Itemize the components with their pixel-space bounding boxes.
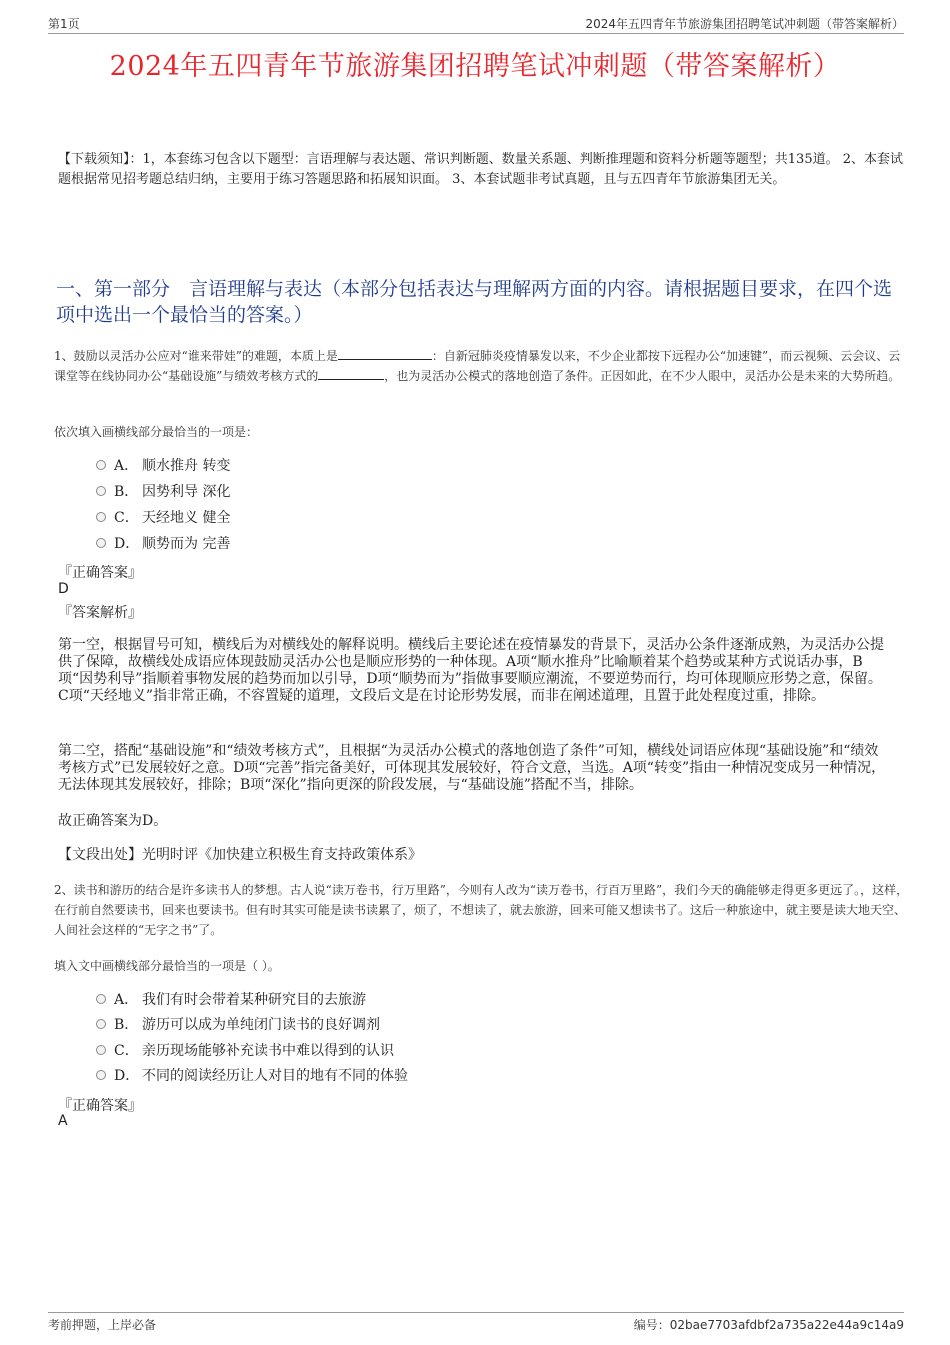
- radio-icon[interactable]: [96, 1045, 106, 1055]
- question-2-option-d[interactable]: D． 不同的阅读经历让人对目的地有不同的体验: [96, 1066, 408, 1086]
- correct-answer-1: D: [58, 581, 69, 597]
- page-footer: [48, 1312, 904, 1336]
- analysis-paragraph-2: 第二空，搭配“基础设施”和“绩效考核方式”，且根据“为灵活办公模式的落地创造了条件”可知，横线处词语应体现“基础设施”和“绩效考核方式”已发展较好之意。D项“完善”指完备美好，可体现其发展较好，符合文意，当选。A项“转变”指由一种情况变成另一种情况，无法体现其发展较好，排除；B项“深化”指向更深的阶段发展，与“基础设施”搭配不当，排除。: [58, 743, 886, 793]
- correct-answer-2: A: [58, 1113, 68, 1129]
- radio-icon[interactable]: [96, 460, 106, 470]
- question-2-option-a[interactable]: A． 我们有时会带着某种研究目的去旅游: [96, 990, 366, 1010]
- page-header: [48, 15, 904, 34]
- fill-blank-1: [338, 346, 432, 360]
- analysis-paragraph-1: 第一空，根据冒号可知，横线后为对横线处的解释说明。横线后主要论述在疫情暴发的背景下，灵活办公条件逐渐成熟，为灵活办公提供了保障，故横线处成语应体现鼓励灵活办公也是顺应形势的一种体现。A项“顺水推舟”比喻顺着某个趋势或某种方式说话办事，B项“因势利导”指顺着事物发展的趋势而加以引导，D项“顺势而为”指做事要顺应潮流，不要逆势而行，均可体现顺应形势之意，保留。C项“天经地义”指非常正确，不容置疑的道理，文段后文是在讨论形势发展，而非在阐述道理，且置于此处程度过重，排除。: [58, 637, 884, 704]
- question-2-prompt: 填入文中画横线部分最恰当的一项是（ ）。: [54, 959, 280, 973]
- download-notice: 【下载须知】：1，本套练习包含以下题型：言语理解与表达题、常识判断题、数量关系题、判断推理题和资料分析题等题型；共135道。 2、本套试题根据常见招考题总结归纳，主要用于练习答题思路和拓展知识面。 3、本套试题非考试真题，且与五四青年节旅游集团无关。: [58, 152, 903, 187]
- document-code: 编号：02bae7703afdbf2a735a22e44a9c14a9: [633, 1318, 904, 1332]
- passage-source: 【文段出处】光明时评《加快建立积极生育支持政策体系》: [58, 847, 422, 863]
- question-1-text-part-b: ：自新冠肺炎疫情暴发以来，不少企业都按下远程办公“加速键”，而云视频、云会议、云课堂等在线协同办公“基础设施”与绩效考核方式的: [54, 349, 901, 383]
- page-number: 第1页: [48, 17, 80, 31]
- question-2-text: 2、读书和游历的结合是许多读书人的梦想。古人说“读万卷书，行万里路”，今则有人改为“读万卷书，行百万里路”，我们今天的确能够走得更多更远了。，这样，在行前自然要读书，回来也要读书。但有时其实可能是读书读累了，烦了，不想读了，就去旅游，回来可能又想读书了。这后一种旅途中，就主要是读大地天空、人间社会这样的“无字之书”了。: [54, 883, 909, 937]
- radio-icon[interactable]: [96, 1019, 106, 1029]
- question-2-option-b[interactable]: B． 游历可以成为单纯闭门读书的良好调剂: [96, 1015, 380, 1035]
- question-1-option-d[interactable]: D． 顺势而为 完善: [96, 534, 230, 554]
- radio-icon[interactable]: [96, 994, 106, 1004]
- document-title: 2024年五四青年节旅游集团招聘笔试冲刺题（带答案解析）: [109, 51, 841, 82]
- question-1-option-a[interactable]: A． 顺水推舟 转变: [96, 456, 230, 476]
- question-1-prompt: 依次填入画横线部分最恰当的一项是：: [54, 425, 259, 439]
- question-1-text-part-a: 1、鼓励以灵活办公应对“谁来带娃”的难题，本质上是: [54, 349, 338, 363]
- section-title: 一、第一部分 言语理解与表达（本部分包括表达与理解两方面的内容。请根据题目要求，在四个选项中选出一个最恰当的答案。）: [56, 278, 893, 326]
- question-2-option-c[interactable]: C． 亲历现场能够补充读书中难以得到的认识: [96, 1041, 394, 1061]
- fill-blank-2: [318, 366, 384, 380]
- radio-icon[interactable]: [96, 538, 106, 548]
- question-1-option-b[interactable]: B． 因势利导 深化: [96, 482, 230, 502]
- footer-slogan: 考前押题，上岸必备: [48, 1318, 157, 1332]
- radio-icon[interactable]: [96, 1070, 106, 1080]
- answer-label-2: 『正确答案』: [58, 1098, 142, 1114]
- answer-label-1: 『正确答案』: [58, 565, 142, 581]
- question-1-text-part-c: ，也为灵活办公模式的落地创造了条件。正因如此，在不少人眼中，灵活办公是未来的大势所趋。: [384, 369, 901, 383]
- analysis-conclusion: 故正确答案为D。: [58, 813, 168, 829]
- analysis-label-1: 『答案解析』: [58, 605, 142, 621]
- header-doc-title: 2024年五四青年节旅游集团招聘笔试冲刺题（带答案解析）: [585, 17, 904, 31]
- radio-icon[interactable]: [96, 512, 106, 522]
- question-1-text: [54, 346, 910, 386]
- question-1-option-c[interactable]: C． 天经地义 健全: [96, 508, 230, 528]
- radio-icon[interactable]: [96, 486, 106, 496]
